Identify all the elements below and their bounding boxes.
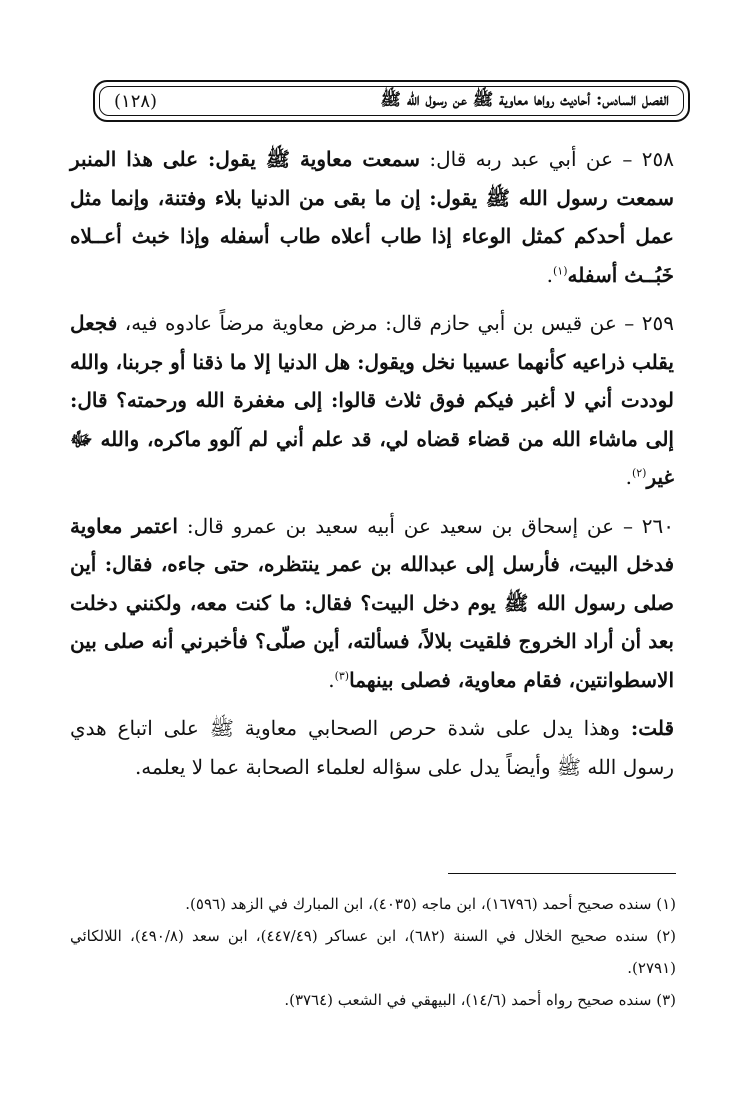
- hadith-intro: عن قيس بن أبي حازم قال: مرض معاوية مرضاً عادوه فيه،: [124, 311, 617, 335]
- footnote-1: (١) سنده صحيح أحمد (١٦٧٩٦)، ابن ماجه (٤٠٣٥)، ابن المبارك في الزهد (٥٩٦).: [185, 895, 676, 913]
- footnote-2: (٢) سنده صحيح الخلال في السنة (٦٨٢)، ابن عساكر (٤٤٧/٤٩)، ابن سعد (٤٩٠/٨)، اللالكائي (٢٧٩١).: [70, 927, 676, 977]
- author-comment: [70, 709, 674, 786]
- main-text: [70, 140, 674, 786]
- hadith-end: .: [546, 262, 553, 287]
- footnote-ref: (١): [552, 263, 568, 277]
- footnote-ref: (٣): [334, 668, 350, 682]
- hadith-text: اعتمر معاوية فدخل البيت، فأرسل إلى عبدالله بن عمر ينتظره، حتى جاءه، فقال: أين صلى رسول الله ﷺ يوم دخل البيت؟ فقال: ما كنت معه، ولكنني دخلت بعد أن أراد الخروج فلقيت بلالاً، فسألته، أين صلّى؟ فأخبرني أنه صلى بين الاسطوانتين، فقام معاوية، فصلى بينهما: [70, 513, 674, 692]
- chapter-title: الفصل السادس: أحاديث رواها معاوية ﷺ عن رسول الله ﷺ: [380, 89, 669, 110]
- page-header-inner: [99, 86, 684, 116]
- hadith-number: ٢٦٠ –: [622, 513, 675, 538]
- hadith-text: سمعت معاوية ﷺ يقول: على هذا المنبر سمعت رسول الله ﷺ يقول: إن ما بقى من الدنيا بلاء وفتنة، وإنما مثل عمل أحدكم كمثل الوعاء إذا طاب أعلاه طاب أسفله وإذا خبث أعــلاه خَبُــث أسفله: [70, 147, 674, 287]
- footnote-3: (٣) سنده صحيح رواه أحمد (١٤/٦)، البيهقي في الشعب (٣٧٦٤).: [284, 991, 676, 1009]
- comment-label: قلت:: [630, 716, 675, 740]
- hadith-end: .: [625, 465, 632, 489]
- footnote-divider: [448, 873, 676, 874]
- page-number: (١٢٨): [114, 90, 158, 112]
- comment-text: وهذا يدل على شدة حرص الصحابي معاوية ﷺ على اتباع هدي رسول الله ﷺ وأيضاً يدل على سؤاله لعلماء الصحابة عما لا يعلمه.: [70, 716, 674, 779]
- footnotes: [70, 888, 676, 1016]
- hadith-end: .: [328, 667, 335, 692]
- hadith-number: ٢٥٩ –: [624, 311, 674, 335]
- hadith-number: ٢٥٨ –: [622, 147, 675, 171]
- footnote-ref: (٢): [631, 466, 647, 480]
- hadith-text: فجعل يقلب ذراعيه كأنهما عسيبا نخل ويقول: هل الدنيا إلا ما ذقنا أو جربنا، والله لوددت أني لا أغبر فيكم فوق ثلاث قالوا: إلى مغفرة الله ورحمته؟ قال: إلى ماشاء الله من قضاء قضاه لي، قد علم أني لم آلوو ماكره، والله ﷻ غير: [70, 311, 674, 489]
- hadith-259: [70, 304, 674, 497]
- hadith-intro: عن أبي عبد ربه قال:: [429, 147, 614, 171]
- hadith-intro: عن إسحاق بن سعيد عن أبيه سعيد بن عمرو قال:: [186, 513, 615, 538]
- page-header: [93, 80, 690, 122]
- hadith-258: [70, 140, 674, 294]
- hadith-260: [70, 507, 674, 700]
